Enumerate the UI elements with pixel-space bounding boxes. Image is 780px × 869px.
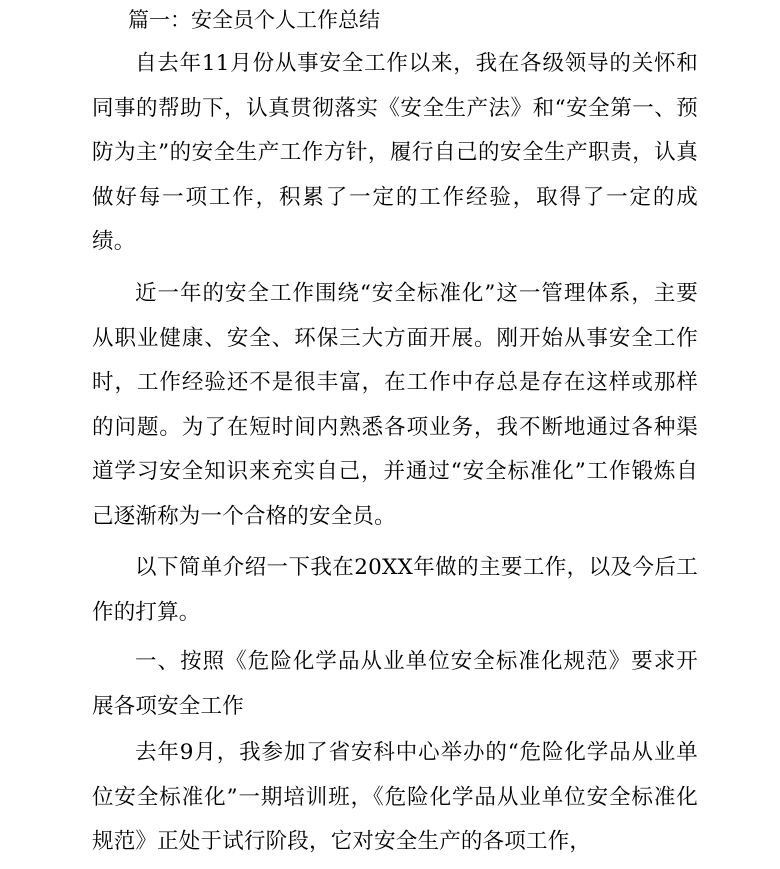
section-heading-1: 一、按照《危险化学品从业单位安全标准化规范》要求开展各项安全工作	[92, 649, 698, 719]
document-title: 篇一：安全员个人工作总结	[128, 8, 380, 32]
paragraph-summary-intro: 以下简单介绍一下我在20XX年做的主要工作，以及今后工作的打算。	[92, 555, 698, 625]
paragraph-training: 去年9月，我参加了省安科中心举办的“危险化学品从业单位安全标准化”一期培训班，《危险化学品从业单位安全标准化规范》正处于试行阶段，它对安全生产的各项工作，	[92, 740, 698, 854]
paragraph-intro: 自去年11月份从事安全工作以来，我在各级领导的关怀和同事的帮助下，认真贯彻落实《安全生产法》和“安全第一、预防为主”的安全生产工作方针，履行自己的安全生产职责，认真做好每一项工作，积累了一定的工作经验，取得了一定的成绩。	[92, 51, 698, 254]
paragraph-overview: 近一年的安全工作围绕“安全标准化”这一管理体系，主要从职业健康、安全、环保三大方面开展。刚开始从事安全工作时，工作经验还不是很丰富，在工作中存总是存在这样或那样的问题。为了在短时间内熟悉各项业务，我不断地通过各种渠道学习安全知识来充实自己，并通过“安全标准化”工作锻炼自己逐渐称为一个合格的安全员。	[92, 281, 698, 529]
